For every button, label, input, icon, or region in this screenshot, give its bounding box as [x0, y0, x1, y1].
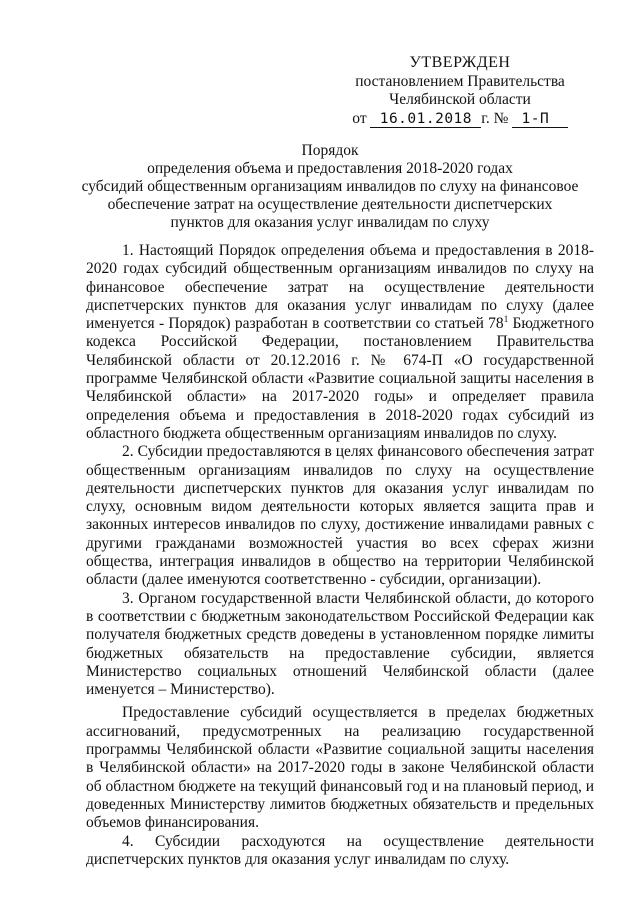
approval-date: 16.01.2018	[370, 111, 481, 128]
document-title	[70, 142, 590, 232]
superscript: 1	[503, 314, 509, 325]
approval-stamp	[350, 54, 570, 128]
paragraph-1: 1. Настоящий Порядок определения объема и предоставления в 2018-2020 годах субсидий общественным организациям инвалидов по слуху на финансовое обеспечение затрат на осуществление деятельности диспетчерских пунктов для оказания услуг инвалидам по слуху (далее именуется - Порядок) разработан в соответствии со статьей $78^1$ Бюджетного кодекса Российской Федерации, постановлением Правительства Челябинской области от 20.12.2016 г. № 674-П «О государственной программе Челябинской области «Развитие социальной защиты населения в Челябинской области» на 2017-2020 годы» и определяет правила определения объема и предоставления в 2018-2020 годах субсидий из областного бюджета общественным организациям инвалидов по слуху.	[86, 242, 594, 442]
paragraph-3: 3. Органом государственной власти Челябинской области, до которого в соответствии с бюджетным законодательством Российской Федерации как получателя бюджетных средств доведены в установленном порядке лимиты бюджетных обязательств на предоставление субсидии, является Министерство социальных отношений Челябинской области (далее именуется – Министерство).	[86, 589, 594, 699]
document-body	[86, 242, 594, 869]
paragraph-2: 2. Субсидии предоставляются в целях финансового обеспечения затрат общественным организациям инвалидов по слуху на осуществление деятельности диспетчерских пунктов для оказания услуг инвалидам по слуху, основным видом деятельности которых является защита прав и законных интересов инвалидов по слуху, достижение инвалидами равных с другими гражданами возможностей участия во всех сферах жизни общества, интеграция инвалидов в общество на территории Челябинской области (далее именуются соответственно - субсидии, организации).	[86, 443, 594, 589]
title-line: субсидий общественным организациям инвалидов по слуху на финансовое	[81, 178, 579, 195]
title-line: определения объема и предоставления 2018-2020 годах	[147, 160, 513, 177]
date-prefix: от	[352, 109, 367, 127]
title-heading: Порядок	[301, 142, 359, 159]
approval-line-1: постановлением Правительства	[355, 72, 565, 90]
approval-date-line	[350, 110, 570, 129]
paragraph-4: 4. Субсидии расходуются на осуществление деятельности диспетчерских пунктов для оказания услуг инвалидам по слуху.	[86, 832, 594, 868]
year-suffix: г.	[481, 109, 490, 127]
approval-line-2: Челябинской области	[389, 91, 531, 108]
approval-number: 1-П	[512, 111, 567, 128]
title-line: пунктов для оказания услуг инвалидам по слуху	[170, 214, 490, 231]
approval-heading: УТВЕРЖДЕН	[409, 54, 511, 71]
paragraph-3-continued: Предоставление субсидий осуществляется в пределах бюджетных ассигнований, предусмотренных на реализацию государственной программы Челябинской области «Развитие социальной защиты населения в Челябинской области» на 2017-2020 годы в законе Челябинской области об областном бюджете на текущий финансовый год и на плановый период, и доведенных Министерству лимитов бюджетных обязательств и предельных объемов финансирования.	[86, 704, 595, 832]
title-line: обеспечение затрат на осуществление деятельности диспетчерских	[107, 196, 553, 213]
number-label: №	[493, 109, 509, 127]
